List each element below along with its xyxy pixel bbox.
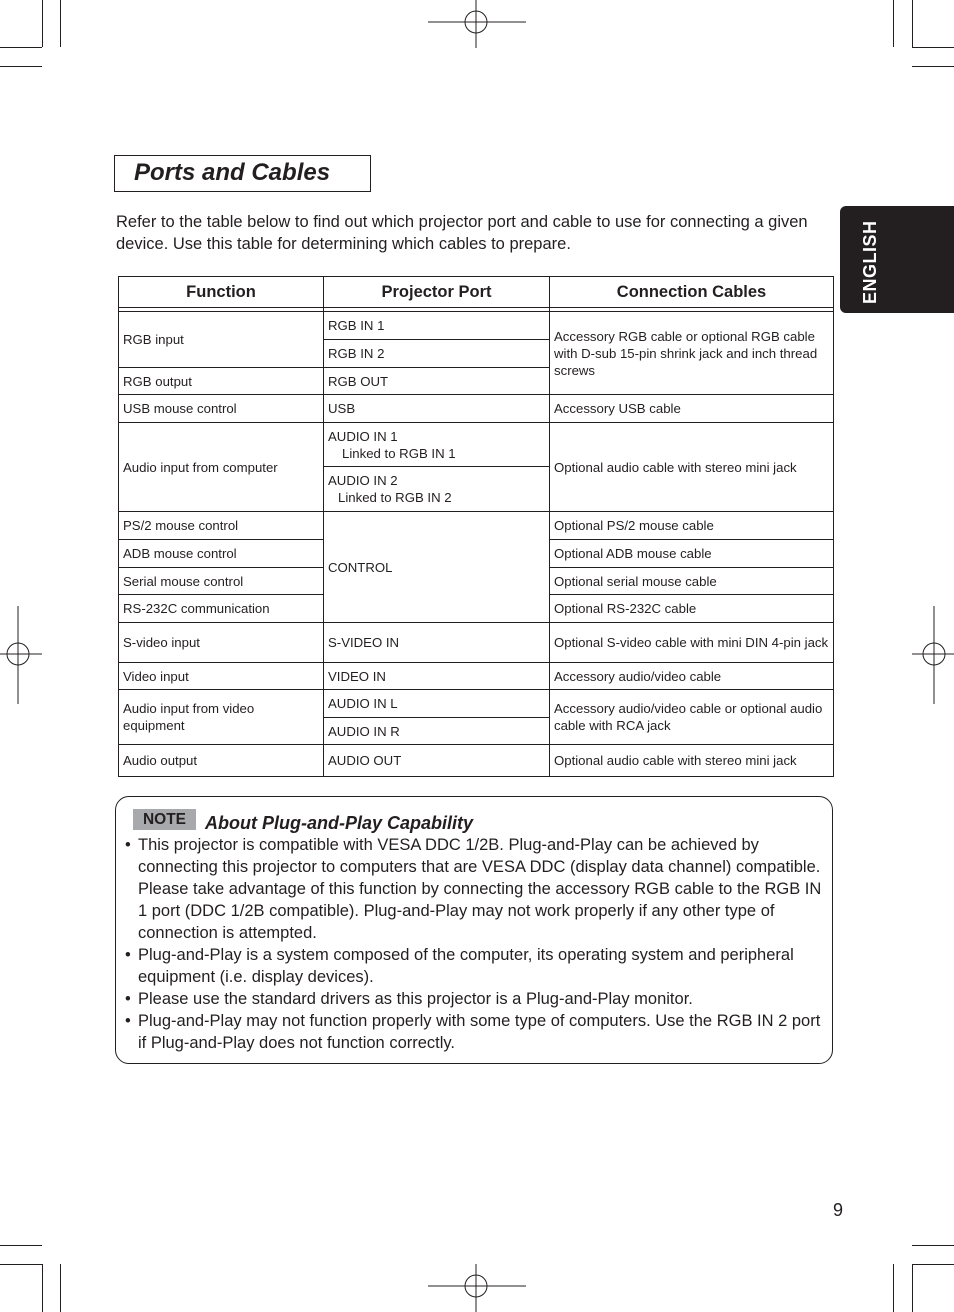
cable-cell: Optional PS/2 mouse cable [550, 512, 834, 540]
function-cell: Audio output [119, 745, 324, 777]
port-name: AUDIO IN 1 [328, 428, 398, 444]
crop-mark [0, 47, 42, 48]
note-list [125, 834, 825, 1054]
table-row [119, 423, 834, 467]
port-cell: USB [324, 395, 550, 423]
table-row [119, 395, 834, 423]
cable-cell: Optional audio cable with stereo mini jack [550, 423, 834, 512]
language-tab [840, 206, 954, 313]
port-cell: CONTROL [324, 512, 550, 623]
column-header-function: Function [119, 277, 324, 308]
function-cell: ADB mouse control [119, 540, 324, 568]
cable-cell: Optional ADB mouse cable [550, 540, 834, 568]
table-row [119, 745, 834, 777]
crop-mark [42, 0, 43, 47]
function-cell: PS/2 mouse control [119, 512, 324, 540]
table-row [119, 623, 834, 663]
crop-mark [912, 47, 954, 48]
crop-mark [912, 1245, 954, 1246]
port-cell: RGB OUT [324, 368, 550, 395]
table-row [119, 512, 834, 540]
cable-cell: Accessory USB cable [550, 395, 834, 423]
note-badge: NOTE [133, 809, 196, 830]
crop-mark [912, 1264, 954, 1265]
note-item: • Plug-and-Play may not function properly with some type of computers. Use the RGB IN 2 port if Plug-and-Play does not function correctly. [125, 1010, 825, 1054]
function-cell: RGB output [119, 368, 324, 395]
registration-mark [0, 606, 42, 704]
crop-mark [60, 1264, 61, 1312]
note-item: • Plug-and-Play is a system composed of the computer, its operating system and peripheral equipment (i.e. display devices). [125, 944, 825, 988]
crop-mark [893, 1264, 894, 1312]
table-row [119, 690, 834, 718]
cable-cell: Accessory audio/video cable [550, 663, 834, 690]
crop-mark [893, 0, 894, 47]
cable-cell: Optional RS-232C cable [550, 595, 834, 623]
port-cell [324, 467, 550, 512]
port-cell: VIDEO IN [324, 663, 550, 690]
cable-cell: Optional S-video cable with mini DIN 4-pin jack [550, 623, 834, 663]
registration-mark [428, 1264, 526, 1312]
port-cell: AUDIO IN L [324, 690, 550, 718]
port-cell: RGB IN 2 [324, 340, 550, 368]
port-link-note: Linked to RGB IN 1 [342, 445, 456, 461]
function-cell: RS-232C communication [119, 595, 324, 623]
port-cell: AUDIO IN R [324, 718, 550, 745]
crop-mark [912, 1264, 913, 1312]
port-link-note: Linked to RGB IN 2 [338, 490, 452, 505]
intro-paragraph: Refer to the table below to find out which projector port and cable to use for connecting a given device. Use this table for determining which cables to prepare. [116, 213, 808, 253]
page-title: Ports and Cables [114, 155, 371, 192]
function-cell: S-video input [119, 623, 324, 663]
crop-mark [0, 66, 42, 67]
note-item: • This projector is compatible with VESA DDC 1/2B. Plug-and-Play can be achieved by connecting this projector to computers that are VESA DDC (display data channel) compatible. Please take advantage of this function by connecting the accessory RGB cable to the RGB IN 1 port (DDC 1/2B compatible). Plug-and-Play may not work properly if any other type of connection is attempted. [125, 834, 825, 944]
note-item: • Please use the standard drivers as this projector is a Plug-and-Play monitor. [125, 988, 825, 1010]
registration-mark [912, 606, 954, 704]
table-row [119, 312, 834, 340]
crop-mark [912, 0, 913, 47]
ports-cables-table [118, 276, 834, 777]
function-cell: Audio input from computer [119, 423, 324, 512]
function-cell: RGB input [119, 312, 324, 368]
cable-cell: Optional serial mouse cable [550, 568, 834, 595]
cable-cell: Optional audio cable with stereo mini jack [550, 745, 834, 777]
function-cell: Video input [119, 663, 324, 690]
function-cell: USB mouse control [119, 395, 324, 423]
crop-mark [912, 66, 954, 67]
port-cell: AUDIO OUT [324, 745, 550, 777]
port-cell [324, 423, 550, 467]
crop-mark [60, 0, 61, 47]
note-heading: About Plug-and-Play Capability [205, 813, 474, 833]
page-number: 9 [833, 1200, 844, 1220]
column-header-connection-cables: Connection Cables [550, 277, 834, 308]
registration-mark [428, 0, 526, 48]
crop-mark [0, 1264, 42, 1265]
function-cell: Audio input from video equipment [119, 690, 324, 745]
crop-mark [42, 1264, 43, 1312]
column-header-projector-port: Projector Port [324, 277, 550, 308]
port-cell: RGB IN 1 [324, 312, 550, 340]
crop-mark [0, 1245, 42, 1246]
cable-cell: Accessory RGB cable or optional RGB cable with D-sub 15-pin shrink jack and inch thread screws [550, 312, 834, 395]
language-tab-label: ENGLISH [860, 220, 880, 304]
port-name: AUDIO IN 2 [328, 473, 398, 488]
port-cell: S-VIDEO IN [324, 623, 550, 663]
function-cell: Serial mouse control [119, 568, 324, 595]
cable-cell: Accessory audio/video cable or optional audio cable with RCA jack [550, 690, 834, 745]
table-row [119, 663, 834, 690]
table-header-row [119, 277, 834, 308]
